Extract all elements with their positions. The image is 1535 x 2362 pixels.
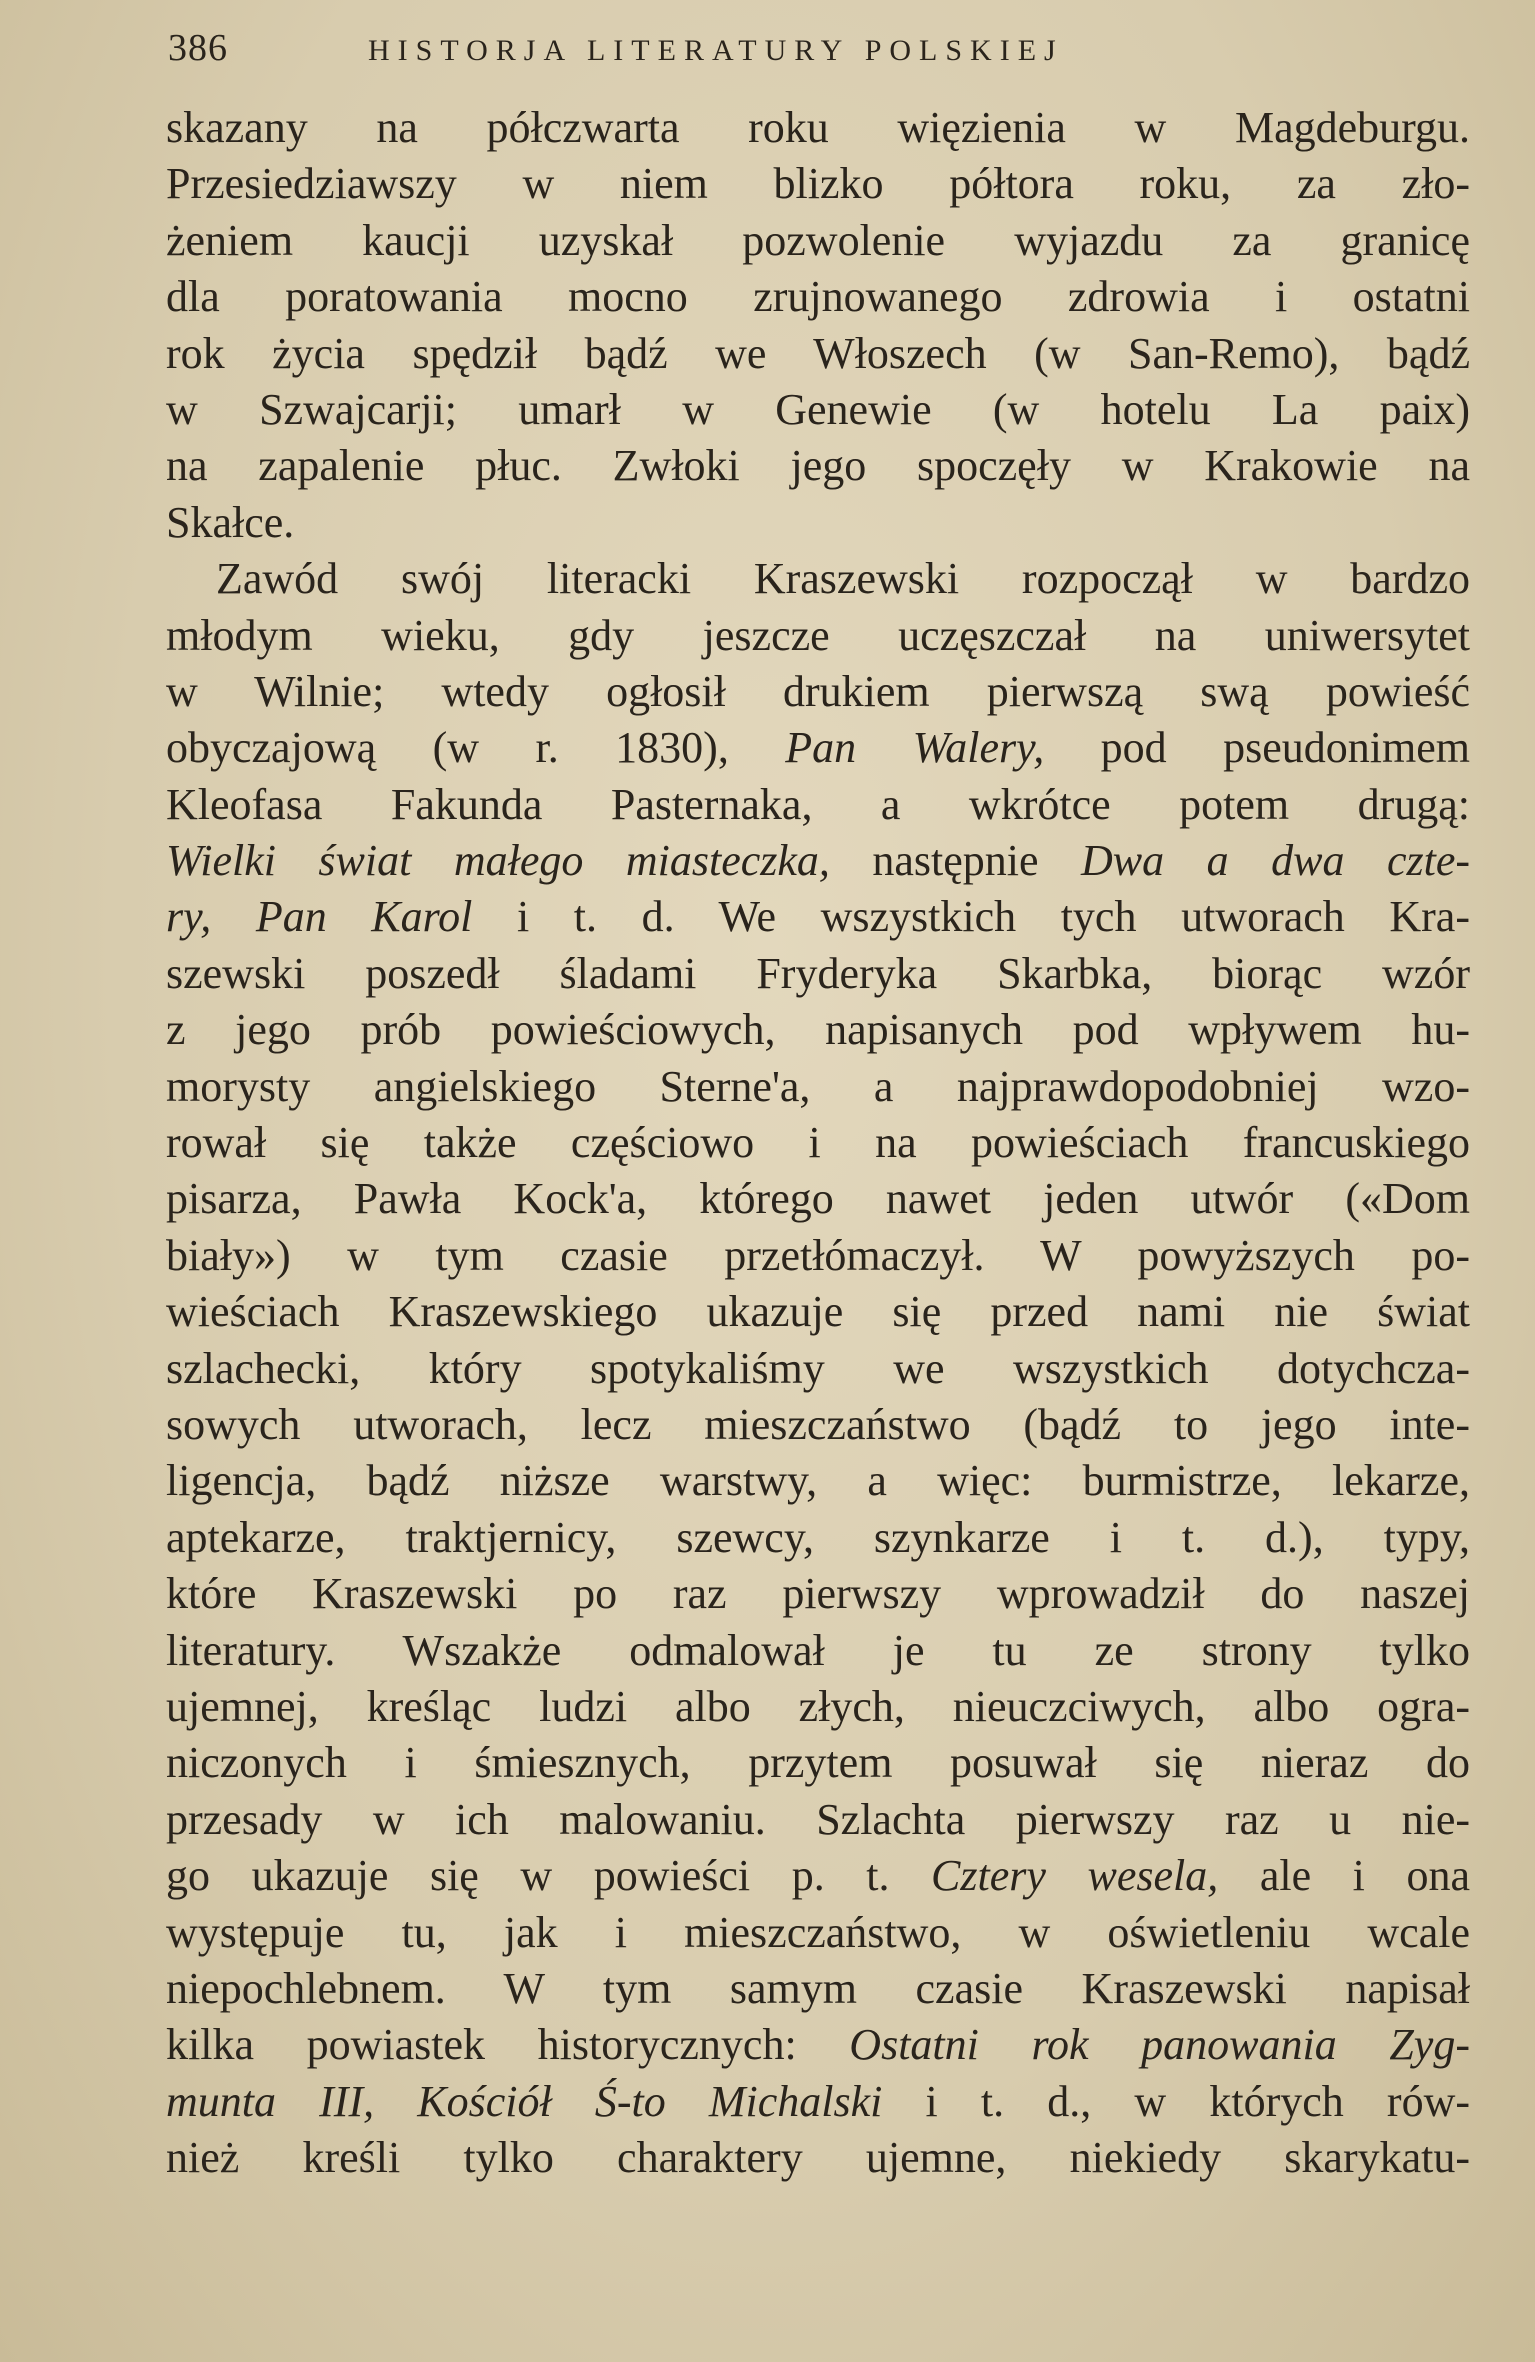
text-line xyxy=(166,1453,1470,1509)
text-run: dla poratowania mocno zrujnowanego zdrowia i ostatni xyxy=(166,272,1470,322)
text-run: młodym wieku, gdy jeszcze uczęszczał na uniwersytet xyxy=(166,610,1470,660)
text-run: rował się także częściowo i na powieściach francuskiego xyxy=(166,1118,1470,1168)
text-run: przesady w ich malowaniu. Szlachta pierwszy raz u nie- xyxy=(166,1794,1470,1844)
text-run: Zawód swój literacki Kraszewski rozpoczął w bardzo xyxy=(216,554,1470,604)
text-line xyxy=(166,2130,1470,2186)
text-run: żeniem kaucji uzyskał pozwolenie wyjazdu za granicę xyxy=(166,215,1470,265)
text-line xyxy=(166,2017,1470,2073)
text-run: wieściach Kraszewskiego ukazuje się przed nami nie świat xyxy=(166,1287,1470,1337)
text-line xyxy=(166,1397,1470,1453)
text-run: i t. d. We wszystkich tych utworach Kra- xyxy=(472,892,1470,942)
text-run: w Wilnie; wtedy ogłosił drukiem pierwszą swą powieść xyxy=(166,666,1470,716)
text-line xyxy=(166,495,1470,551)
text-run: nież kreśli tylko charaktery ujemne, niekiedy skarykatu- xyxy=(166,2133,1470,2183)
text-line xyxy=(166,946,1470,1002)
text-run: pisarza, Pawła Kock'a, którego nawet jeden utwór («Dom xyxy=(166,1174,1470,1224)
text-line xyxy=(166,1566,1470,1622)
running-title: HISTORJA LITERATURY POLSKIEJ xyxy=(368,34,1064,67)
italic-title: munta III, Kościół Ś-to Michalski xyxy=(166,2076,883,2126)
text-run: występuje tu, jak i mieszczaństwo, w oświetleniu wcale xyxy=(166,1907,1470,1957)
text-run: następnie xyxy=(829,836,1082,886)
italic-title: Wielki świat małego miasteczka, xyxy=(166,836,830,886)
text-run: na zapalenie płuc. Zwłoki jego spoczęły w Krakowie na xyxy=(166,441,1470,491)
text-line xyxy=(166,664,1470,720)
text-run: i t. d., w których rów- xyxy=(882,2076,1470,2126)
text-line xyxy=(166,156,1470,212)
text-line xyxy=(166,269,1470,325)
text-line xyxy=(166,720,1470,776)
text-run: niczonych i śmiesznych, przytem posuwał się nieraz do xyxy=(166,1738,1470,1788)
text-line xyxy=(166,213,1470,269)
text-run: które Kraszewski po raz pierwszy wprowadził do naszej xyxy=(166,1569,1470,1619)
text-run: Kleofasa Fakunda Pasternaka, a wkrótce potem drugą: xyxy=(166,779,1470,829)
text-run: pod pseudonimem xyxy=(1044,723,1471,773)
text-run: z jego prób powieściowych, napisanych pod wpływem hu- xyxy=(166,1005,1470,1055)
text-run: obyczajową (w r. 1830), xyxy=(166,723,786,773)
text-run: ligencja, bądź niższe warstwy, a więc: burmistrze, lekarze, xyxy=(166,1456,1470,1506)
italic-title: ry, Pan Karol xyxy=(166,892,473,942)
text-line xyxy=(166,551,1470,607)
text-line xyxy=(166,1679,1470,1735)
text-line xyxy=(166,833,1470,889)
text-run: skazany na półczwarta roku więzienia w Magdeburgu. xyxy=(166,103,1470,152)
text-run: kilka powiastek historycznych: xyxy=(166,2020,850,2070)
text-line xyxy=(166,1735,1470,1791)
text-run: sowych utworach, lecz mieszczaństwo (bądź to jego inte- xyxy=(166,1399,1470,1449)
text-run: biały») w tym czasie przetłómaczył. W powyższych po- xyxy=(166,1230,1470,1280)
italic-title: Cztery wesela, xyxy=(931,1851,1219,1901)
page-header xyxy=(168,26,1478,86)
text-line xyxy=(166,1905,1470,1961)
text-run: niepochlebnem. W tym samym czasie Kraszewski napisał xyxy=(166,1963,1470,2013)
text-run: Skałce. xyxy=(166,497,295,547)
text-line xyxy=(166,382,1470,438)
text-line xyxy=(166,1341,1470,1397)
text-line xyxy=(166,2074,1470,2130)
page-number: 386 xyxy=(168,27,228,69)
text-run: aptekarze, traktjernicy, szewcy, szynkarze i t. d.), typy, xyxy=(166,1512,1470,1562)
text-line xyxy=(166,889,1470,945)
text-run: rok życia spędził bądź we Włoszech (w San-Remo), bądź xyxy=(166,328,1470,378)
text-line xyxy=(166,1848,1470,1904)
italic-title: Pan Walery, xyxy=(785,723,1045,773)
body-text xyxy=(166,100,1470,2186)
text-run: literatury. Wszakże odmalował je tu ze strony tylko xyxy=(166,1625,1470,1675)
text-line xyxy=(166,1059,1470,1115)
text-run: morysty angielskiego Sterne'a, a najprawdopodobniej wzo- xyxy=(166,1061,1470,1111)
text-line xyxy=(166,1510,1470,1566)
text-line xyxy=(166,1228,1470,1284)
text-run: Przesiedziawszy w niem blizko półtora roku, za zło- xyxy=(166,159,1470,209)
text-line xyxy=(166,1792,1470,1848)
text-run: ale i ona xyxy=(1218,1851,1470,1901)
text-run: ujemnej, kreśląc ludzi albo złych, nieuczciwych, albo ogra- xyxy=(166,1681,1470,1731)
text-line xyxy=(166,1115,1470,1171)
text-line xyxy=(166,1961,1470,2017)
text-line xyxy=(166,1284,1470,1340)
text-line xyxy=(166,1623,1470,1679)
text-line xyxy=(166,438,1470,494)
text-run: go ukazuje się w powieści p. t. xyxy=(166,1851,932,1901)
text-run: szlachecki, który spotykaliśmy we wszystkich dotychcza- xyxy=(166,1343,1470,1393)
text-line xyxy=(166,777,1470,833)
text-line xyxy=(166,100,1470,156)
italic-title: Dwa a dwa czte- xyxy=(1081,836,1470,886)
text-line xyxy=(166,1002,1470,1058)
italic-title: Ostatni rok panowania Zyg- xyxy=(849,2020,1470,2070)
text-line xyxy=(166,326,1470,382)
text-line xyxy=(166,1171,1470,1227)
text-line xyxy=(166,608,1470,664)
text-run: w Szwajcarji; umarł w Genewie (w hotelu La paix) xyxy=(166,384,1470,434)
text-run: szewski poszedł śladami Fryderyka Skarbka, biorąc wzór xyxy=(166,948,1470,998)
